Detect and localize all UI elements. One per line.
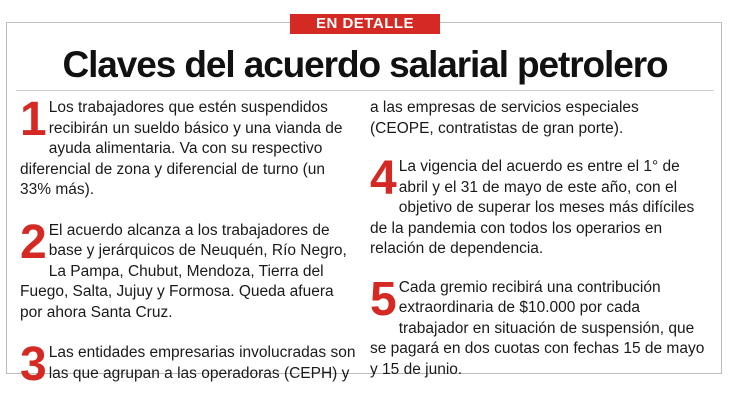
point-number: 3 bbox=[20, 338, 47, 391]
section-tag: EN DETALLE bbox=[290, 14, 440, 34]
key-point-3 bbox=[20, 338, 356, 391]
point-text: La vigencia del acuerdo es entre el 1° de abril y el 31 de mayo de este año, con el objetivo de superar los meses más difíciles de la pandemia con todos los operarios en relación de dependencia. bbox=[370, 158, 695, 257]
article-title: Claves del acuerdo salarial petrolero bbox=[62, 44, 668, 85]
point-number: 4 bbox=[370, 152, 397, 205]
key-point-4 bbox=[370, 152, 706, 260]
point-text: a las empresas de servicios especiales (CEOPE, contratistas de gran porte). bbox=[370, 99, 639, 137]
right-column bbox=[370, 98, 706, 380]
key-point-1 bbox=[20, 93, 356, 201]
point-number: 2 bbox=[20, 215, 47, 269]
point-text: Los trabajadores que estén suspendidos recibirán un sueldo básico y una vianda de ayuda alimentaria. Va con su respectivo diferencial de zona y diferencial de turno (un 33% más). bbox=[20, 99, 343, 198]
point-text: Las entidades empresarias involucradas son las que agrupan a las operadoras (CEPH) y bbox=[48, 344, 356, 382]
left-column bbox=[20, 93, 356, 391]
point-number: 1 bbox=[20, 93, 47, 146]
key-point-5 bbox=[370, 272, 706, 381]
point-text: El acuerdo alcanza a los trabajadores de base y jerárquicos de Neuquén, Río Negro, La Pampa, Chubut, Mendoza, Tierra del Fuego, Salta, Jujuy y Formosa. Queda afuera por ahora Santa Cruz. bbox=[20, 221, 347, 321]
key-point-3-continued bbox=[370, 98, 706, 139]
point-number: 5 bbox=[370, 272, 397, 326]
point-text: Cada gremio recibirá una contribución extraordinaria de $10.000 por cada trabajador en situación de suspensión, que se pagará en dos cuotas con fechas 15 de mayo y 15 de junio. bbox=[370, 278, 705, 378]
title-divider bbox=[16, 90, 714, 91]
key-point-2 bbox=[20, 215, 356, 324]
